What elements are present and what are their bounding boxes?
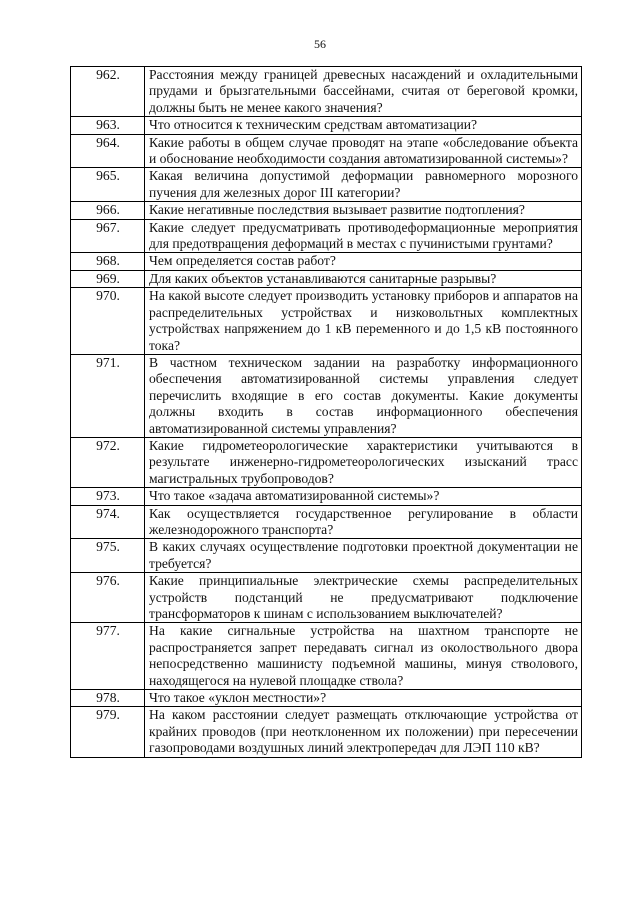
question-text: В частном техническом задании на разработку информационного обеспечения автоматизированной системы управления следует перечислить входящие в его состав документы. Какие документы должны входить в состав информационного обеспечения автоматизированной системы управления? bbox=[145, 354, 582, 437]
question-number: 963. bbox=[71, 117, 145, 134]
question-number: 976. bbox=[71, 573, 145, 623]
question-text: Какие негативные последствия вызывает развитие подтопления? bbox=[145, 202, 582, 219]
question-number: 973. bbox=[71, 488, 145, 505]
question-number: 971. bbox=[71, 354, 145, 437]
table-row bbox=[71, 134, 582, 168]
question-text: Какая величина допустимой деформации равномерного морозного пучения для железных дорог III категории? bbox=[145, 168, 582, 202]
table-row bbox=[71, 67, 582, 117]
question-number: 979. bbox=[71, 707, 145, 757]
question-text: Какие работы в общем случае проводят на этапе «обследование объекта и обоснование необходимости создания автоматизированной системы»? bbox=[145, 134, 582, 168]
question-text: Что относится к техническим средствам автоматизации? bbox=[145, 117, 582, 134]
question-number: 968. bbox=[71, 253, 145, 270]
question-text: Какие гидрометеорологические характеристики учитываются в результате инженерно-гидрометеорологических изысканий трасс магистральных трубопроводов? bbox=[145, 437, 582, 487]
question-number: 964. bbox=[71, 134, 145, 168]
question-text: Что такое «задача автоматизированной системы»? bbox=[145, 488, 582, 505]
question-number: 970. bbox=[71, 288, 145, 355]
question-text: На какой высоте следует производить установку приборов и аппаратов на распределительных устройствах и низковольтных комплектных устройствах напряжением до 1 кВ переменного и до 1,5 кВ постоянного тока? bbox=[145, 288, 582, 355]
table-row bbox=[71, 488, 582, 505]
question-number: 978. bbox=[71, 690, 145, 707]
table-row bbox=[71, 437, 582, 487]
table-row bbox=[71, 505, 582, 539]
table-row bbox=[71, 690, 582, 707]
question-number: 967. bbox=[71, 219, 145, 253]
question-number: 975. bbox=[71, 539, 145, 573]
question-text: Как осуществляется государственное регулирование в области железнодорожного транспорта? bbox=[145, 505, 582, 539]
question-text: Что такое «уклон местности»? bbox=[145, 690, 582, 707]
question-text: На каком расстоянии следует размещать отключающие устройства от крайних проводов (при неотклоненном их положении) при пересечении газопроводами воздушных линий электропередач для ЛЭП 110 кВ? bbox=[145, 707, 582, 757]
page-number: 56 bbox=[314, 37, 326, 51]
table-row bbox=[71, 354, 582, 437]
question-text: В каких случаях осуществление подготовки проектной документации не требуется? bbox=[145, 539, 582, 573]
question-text: Какие принципиальные электрические схемы распределительных устройств подстанций не предусматривают подключение трансформаторов к шинам с использованием выключателей? bbox=[145, 573, 582, 623]
table-row bbox=[71, 707, 582, 757]
question-text: Чем определяется состав работ? bbox=[145, 253, 582, 270]
table-row bbox=[71, 573, 582, 623]
table-row bbox=[71, 219, 582, 253]
table-row bbox=[71, 117, 582, 134]
table-row bbox=[71, 168, 582, 202]
question-number: 966. bbox=[71, 202, 145, 219]
table-row bbox=[71, 623, 582, 690]
question-text: Расстояния между границей древесных насаждений и охладительными прудами и брызгательными бассейнами, считая от береговой кромки, должны быть не менее какого значения? bbox=[145, 67, 582, 117]
question-number: 969. bbox=[71, 270, 145, 287]
question-number: 965. bbox=[71, 168, 145, 202]
questions-table bbox=[70, 66, 582, 758]
table-row bbox=[71, 202, 582, 219]
table-row bbox=[71, 539, 582, 573]
question-number: 972. bbox=[71, 437, 145, 487]
question-text: Для каких объектов устанавливаются санитарные разрывы? bbox=[145, 270, 582, 287]
question-number: 977. bbox=[71, 623, 145, 690]
table-row bbox=[71, 288, 582, 355]
question-text: На какие сигнальные устройства на шахтном транспорте не распространяется запрет передавать сигнал из околоствольного двора непосредственно машинисту подъемной машины, минуя стволового, находящегося на нулевой площадке ствола? bbox=[145, 623, 582, 690]
table-row bbox=[71, 270, 582, 287]
question-text: Какие следует предусматривать противодеформационные мероприятия для предотвращения деформаций в местах с пучинистыми грунтами? bbox=[145, 219, 582, 253]
question-number: 962. bbox=[71, 67, 145, 117]
table-row bbox=[71, 253, 582, 270]
question-number: 974. bbox=[71, 505, 145, 539]
